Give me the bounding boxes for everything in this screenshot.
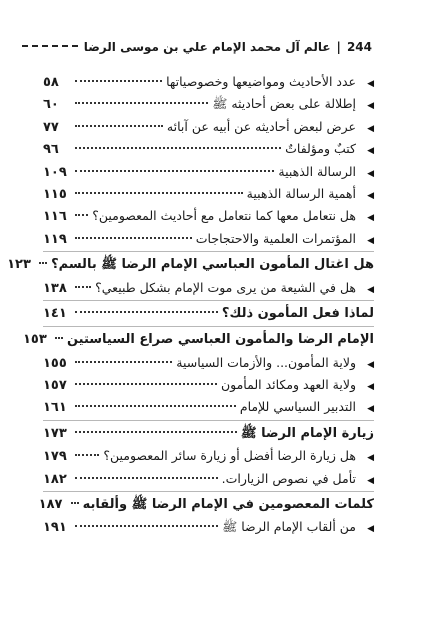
toc-page-number: ١٦١ xyxy=(43,400,67,416)
toc-entry[interactable] xyxy=(43,138,374,160)
triangle-bullet-icon: ◀ xyxy=(367,382,374,393)
toc-page-number: ١١٥ xyxy=(43,186,67,202)
toc-entry[interactable] xyxy=(43,93,374,115)
toc-entry[interactable] xyxy=(43,374,374,396)
toc-entry-title: ولاية المأمون... والأزمات السياسية xyxy=(176,354,356,370)
dot-leader xyxy=(71,502,79,504)
triangle-bullet-icon: ◀ xyxy=(367,235,374,246)
toc-page-number: ٥٨ xyxy=(43,75,59,90)
toc-section-entry[interactable] xyxy=(22,329,374,351)
toc-entry-title: لماذا فعل المأمون ذلك؟ xyxy=(221,305,374,321)
section-divider xyxy=(43,326,374,327)
toc-entry-title: المؤتمرات العلمية والاحتجاجات xyxy=(195,230,356,246)
toc-entry-title: كلمات المعصومين في الإمام الرضا ﷺ وألقابه xyxy=(82,497,374,513)
dot-leader xyxy=(75,454,99,456)
toc-entry-title: التدبير السياسي للإمام xyxy=(239,399,356,415)
toc-entry-title: هل نتعامل معها كما نتعامل مع أحاديث المعصومين؟ xyxy=(92,208,356,224)
header-dashed-rule xyxy=(22,45,78,47)
triangle-bullet-icon: ◀ xyxy=(367,404,374,415)
toc-entry-title: الإمام الرضا والمأمون العباسي صراع السياستين xyxy=(66,332,374,348)
toc-entry-title: كتبٌ ومؤلفاتٌ xyxy=(285,141,356,157)
toc-entry-title: تأمل في نصوص الزيارات. xyxy=(221,470,356,486)
toc-entry-title: هل زيارة الرضا أفضل أو زيارة سائر المعصومين؟ xyxy=(103,448,356,464)
toc-entry[interactable] xyxy=(43,116,374,138)
toc-entry[interactable] xyxy=(43,468,374,490)
toc-entry-title: زيارة الإمام الرضا ﷺ xyxy=(240,425,374,441)
toc-entry[interactable] xyxy=(43,277,374,299)
section-divider xyxy=(43,251,374,252)
toc-section-entry[interactable] xyxy=(38,494,374,516)
dot-leader xyxy=(75,361,172,363)
dot-leader xyxy=(75,125,163,127)
header-page-number: 244 xyxy=(346,40,372,54)
toc-page-number: ١١٦ xyxy=(43,209,67,225)
toc-page-number: ١٥٥ xyxy=(43,355,67,371)
toc-page-number: ٩٦ xyxy=(43,142,59,158)
toc-page-number: ١٨٢ xyxy=(43,471,67,487)
header-title: عالم آل محمد الإمام علي بن موسى الرضا xyxy=(83,40,331,54)
dot-leader xyxy=(75,170,274,172)
dot-leader xyxy=(75,431,237,433)
dot-leader xyxy=(75,80,162,82)
triangle-bullet-icon: ◀ xyxy=(367,146,374,157)
toc-entry[interactable] xyxy=(43,516,374,538)
dot-leader xyxy=(75,237,192,239)
toc-page-number: ١٩١ xyxy=(43,520,67,536)
toc-entry[interactable] xyxy=(43,352,374,374)
triangle-bullet-icon: ◀ xyxy=(367,475,374,486)
running-header xyxy=(22,37,372,57)
toc-entry-title: من ألقاب الإمام الرضا ﷺ xyxy=(222,519,356,535)
toc-entry[interactable] xyxy=(43,183,374,205)
triangle-bullet-icon: ◀ xyxy=(367,123,374,134)
toc-entry[interactable] xyxy=(43,228,374,250)
triangle-bullet-icon: ◀ xyxy=(367,213,374,224)
toc-page-number: ١١٩ xyxy=(43,231,67,247)
toc-section-entry[interactable] xyxy=(7,254,374,276)
dot-leader xyxy=(75,214,88,216)
triangle-bullet-icon: ◀ xyxy=(367,168,374,179)
toc-page-number: ١٧٩ xyxy=(43,449,67,465)
dot-leader xyxy=(75,286,91,288)
dot-leader xyxy=(39,262,47,264)
toc-page-number: ١٠٩ xyxy=(43,164,67,180)
dot-leader xyxy=(75,311,218,313)
dot-leader xyxy=(75,192,243,194)
toc-entry-title: عرض لبعض أحاديثه عن أبيه عن آبائه xyxy=(166,118,356,134)
triangle-bullet-icon: ◀ xyxy=(367,284,374,295)
toc-entry-title: عدد الأحاديث ومواضيعها وخصوصياتها xyxy=(166,74,356,89)
toc-page-number: ١٣٨ xyxy=(43,280,67,296)
triangle-bullet-icon: ◀ xyxy=(367,453,374,464)
toc-page-number: ١٤١ xyxy=(43,305,67,321)
toc-entry-title: هل اغتال المأمون العباسي الإمام الرضا ﷺ بالسم؟ xyxy=(51,257,374,273)
triangle-bullet-icon: ◀ xyxy=(367,79,374,89)
toc-entry[interactable] xyxy=(43,71,374,93)
toc-entry[interactable] xyxy=(43,396,374,418)
section-divider xyxy=(43,491,374,492)
triangle-bullet-icon: ◀ xyxy=(367,524,374,535)
table-of-contents xyxy=(7,71,374,539)
toc-entry-title: أهمية الرسالة الذهبية xyxy=(246,185,356,201)
toc-page-number: ١٧٣ xyxy=(43,425,67,441)
toc-entry-title: إطلالة على بعض أحاديثه ﷺ xyxy=(212,96,356,112)
dot-leader xyxy=(75,477,218,479)
dot-leader xyxy=(75,102,208,104)
section-divider xyxy=(43,300,374,301)
toc-entry[interactable] xyxy=(43,205,374,227)
dot-leader xyxy=(75,405,236,407)
toc-section-entry[interactable] xyxy=(43,423,374,445)
dot-leader xyxy=(55,337,63,339)
toc-page-number: ١٥٧ xyxy=(43,378,67,394)
toc-page-number: ١٥٣ xyxy=(22,332,47,348)
toc-entry-title: الرسالة الذهبية xyxy=(278,163,356,179)
triangle-bullet-icon: ◀ xyxy=(367,359,374,370)
toc-page-number: ٧٧ xyxy=(43,119,59,135)
dot-leader xyxy=(75,147,281,149)
triangle-bullet-icon: ◀ xyxy=(367,101,374,112)
toc-page-number: ١٢٣ xyxy=(7,257,31,273)
toc-page-number: ١٨٧ xyxy=(38,497,63,513)
toc-page-number: ٦٠ xyxy=(43,97,59,113)
toc-entry-title: ولاية العهد ومكائد المأمون xyxy=(220,377,356,393)
toc-entry[interactable] xyxy=(43,445,374,467)
dot-leader xyxy=(75,383,217,385)
section-divider xyxy=(43,420,374,421)
toc-entry[interactable] xyxy=(43,161,374,183)
dot-leader xyxy=(75,525,218,527)
toc-section-entry[interactable] xyxy=(43,303,374,325)
header-separator: | xyxy=(336,40,341,54)
toc-entry-title: هل في الشيعة من يرى موت الإمام بشكل طبيعي؟ xyxy=(95,279,356,295)
triangle-bullet-icon: ◀ xyxy=(367,190,374,201)
